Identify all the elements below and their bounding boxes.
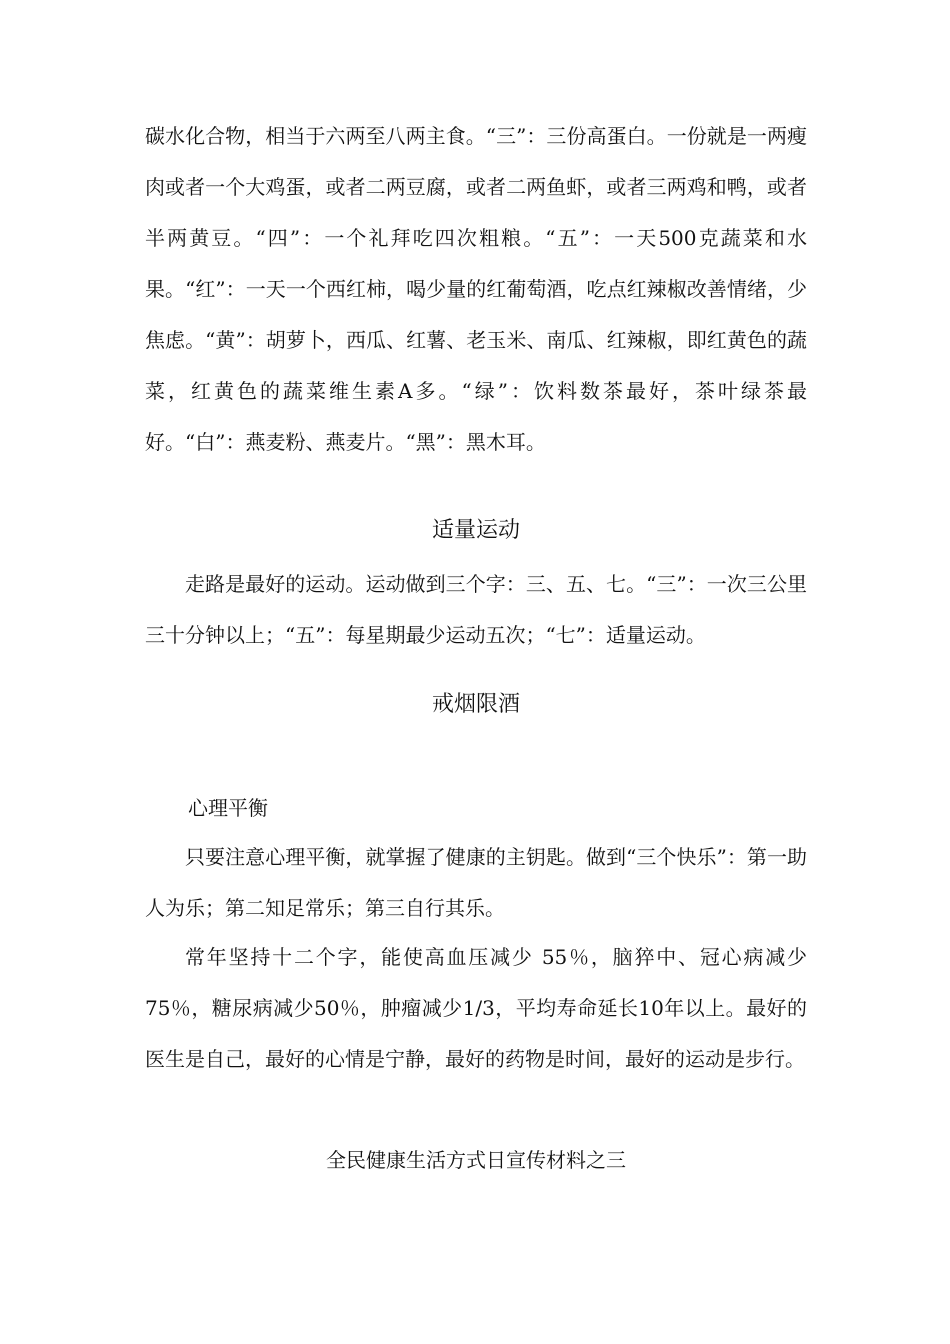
- persistence-paragraph: 常年坚持十二个字，能使高血压减少 55％，脑猝中、冠心病减少75％，糖尿病减少50％，肿瘤减少1/3，平均寿命延长10年以上。最好的医生是自己，最好的心情是宁静，最好的药物是时间，最好的运动是步行。: [145, 945, 807, 1071]
- footer-caption: 全民健康生活方式日宣传材料之三: [326, 1148, 626, 1172]
- exercise-paragraph: 走路是最好的运动。运动做到三个字：三、五、七。“三”：一次三公里三十分钟以上；“五”：每星期最少运动五次；“七”：适量运动。: [145, 572, 807, 647]
- mental-heading: 心理平衡: [188, 796, 268, 820]
- mental-paragraph: 只要注意心理平衡，就掌握了健康的主钥匙。做到“三个快乐”：第一助人为乐；第二知足常乐；第三自行其乐。: [145, 845, 807, 920]
- exercise-heading: 适量运动: [431, 518, 520, 543]
- diet-paragraph: 碳水化合物，相当于六两至八两主食。“三”：三份高蛋白。一份就是一两瘦肉或者一个大鸡蛋，或者二两豆腐，或者二两鱼虾，或者三两鸡和鸭，或者半两黄豆。“四”：一个礼拜吃四次粗粮。“五”：一天500克蔬菜和水果。“红”：一天一个西红柿，喝少量的红葡萄酒，吃点红辣椒改善情绪，少焦虑。“黄”：胡萝卜，西瓜、红薯、老玉米、南瓜、红辣椒，即红黄色的蔬菜，红黄色的蔬菜维生素A多。“绿”：饮料数茶最好，茶叶绿茶最好。“白”：燕麦粉、燕麦片。“黑”：黑木耳。: [145, 124, 807, 454]
- smoking-heading: 戒烟限酒: [431, 692, 520, 717]
